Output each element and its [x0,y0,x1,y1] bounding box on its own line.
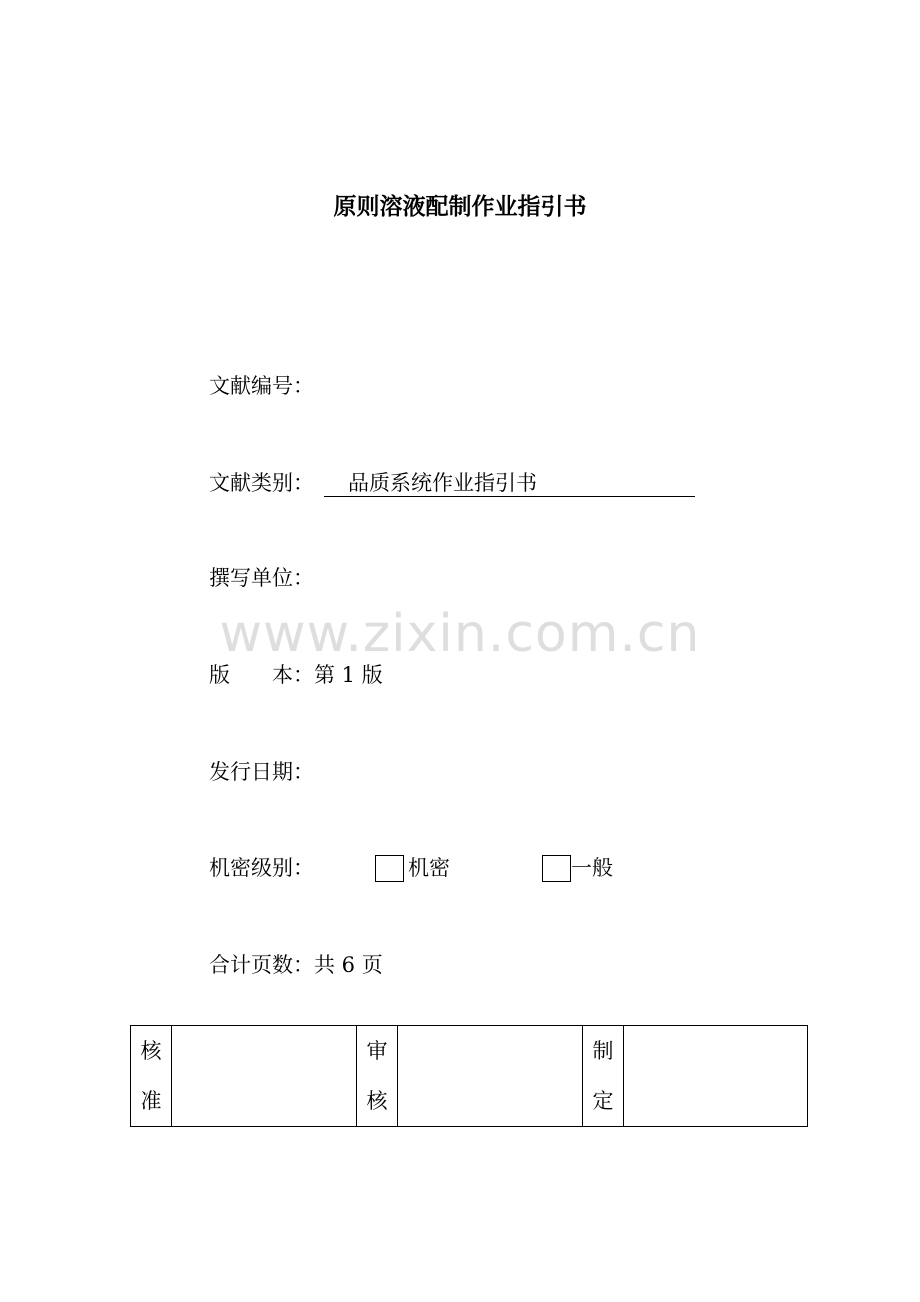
version-label: 版 本： [209,663,314,687]
confidentiality-row [209,853,669,883]
approve-header [131,1026,172,1127]
version-value: 第 1 版 [314,663,383,687]
doc-number-label: 文献编号： [209,374,314,398]
prepare-signature-cell[interactable] [624,1026,808,1127]
doc-category-field [324,468,695,497]
prepare-header-line1: 制 [592,1039,614,1063]
total-pages-label: 合计页数： [209,953,314,977]
review-header-line1: 审 [366,1039,388,1063]
watermark: www.zixin.com.cn [219,604,701,664]
author-unit-label: 撰写单位： [209,566,314,590]
review-signature-cell[interactable] [398,1026,583,1127]
general-checkbox[interactable] [542,855,571,882]
author-unit-row [209,563,314,593]
approve-header-line1: 核 [140,1039,162,1063]
confidentiality-label: 机密级别： [209,856,314,880]
issue-date-row [209,757,314,787]
issue-date-label: 发行日期： [209,760,314,784]
doc-category-value: 品质系统作业指引书 [348,471,537,495]
approve-signature-cell[interactable] [172,1026,357,1127]
prepare-header-line2: 定 [592,1089,614,1113]
prepare-header [583,1026,624,1127]
doc-category-label: 文献类别： [209,471,314,495]
review-header [357,1026,398,1127]
confidential-checkbox[interactable] [375,855,404,882]
doc-category-row [209,468,709,498]
doc-number-row [209,371,314,401]
approve-header-line2: 准 [140,1089,162,1113]
general-option-label: 一般 [571,856,613,880]
document-title: 原则溶液配制作业指引书 [333,194,587,220]
confidential-option-label: 机密 [408,856,450,880]
review-header-line2: 核 [366,1089,388,1113]
version-row [209,660,383,690]
total-pages-row [209,950,383,980]
signature-table [130,1025,808,1127]
total-pages-value: 共 6 页 [314,953,383,977]
